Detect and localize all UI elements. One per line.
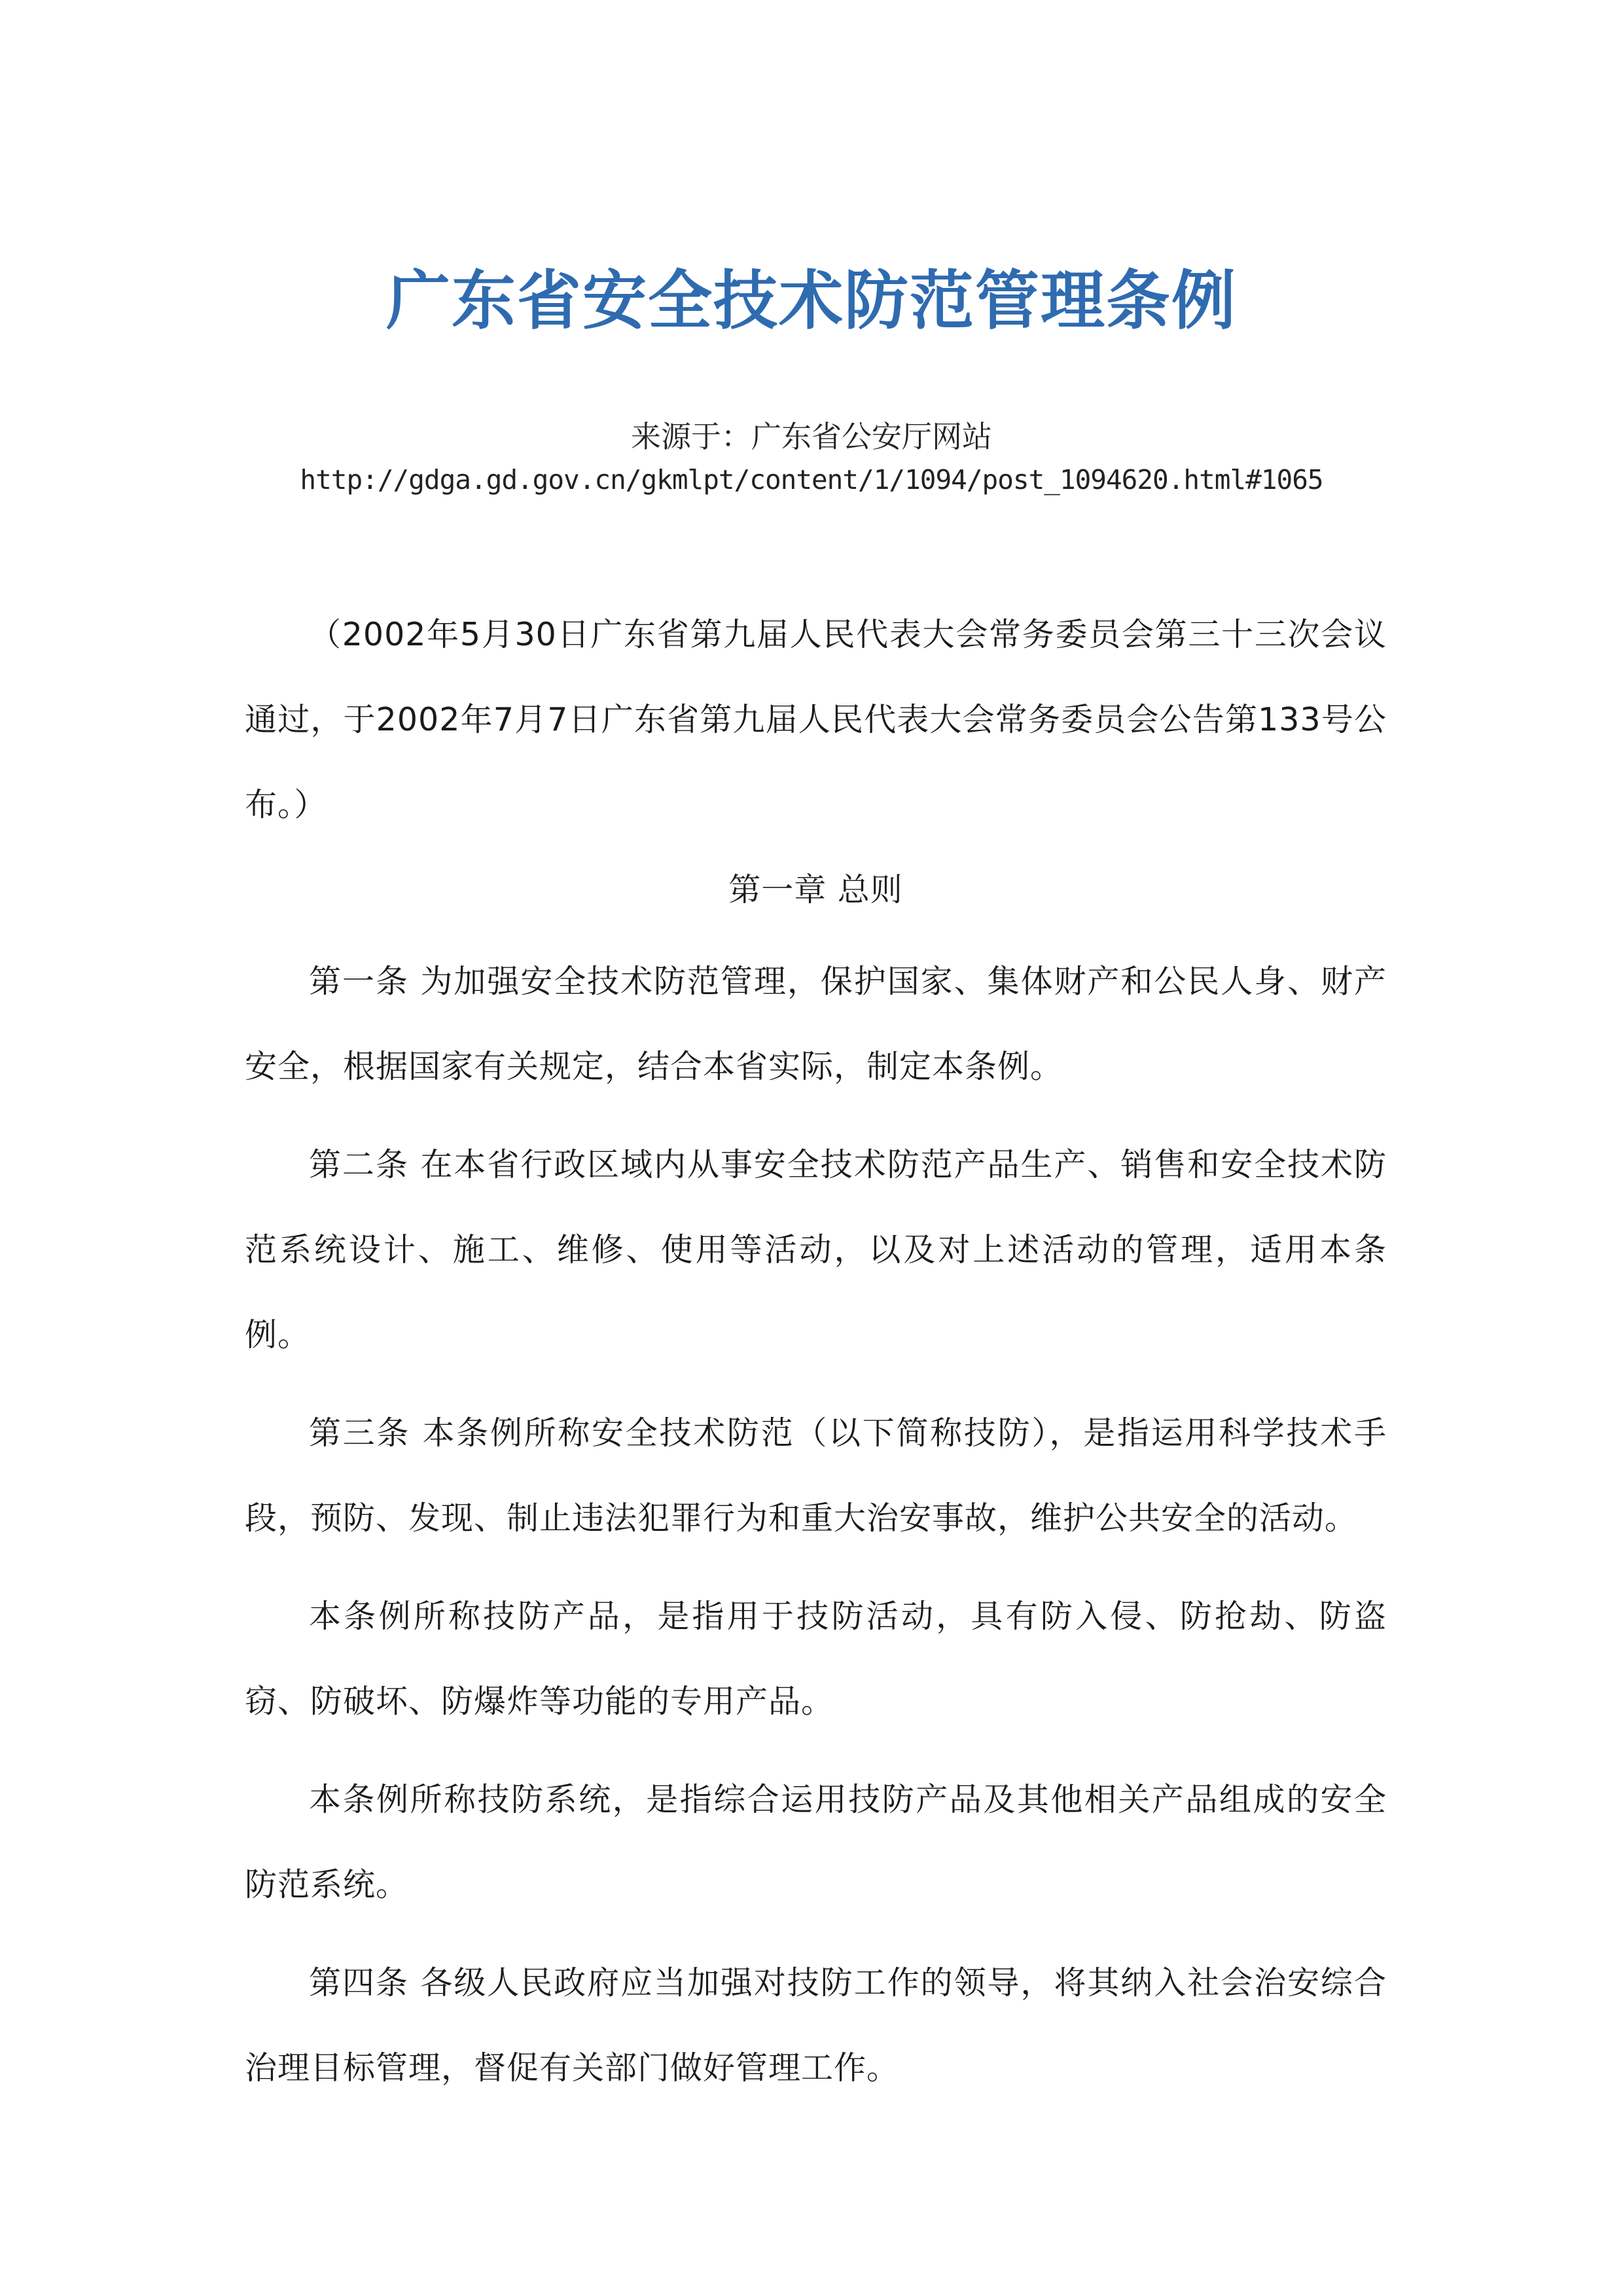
source-url: http://gdga.gd.gov.cn/gkmlpt/content/1/1094/post_1094620.html#1065 (300, 464, 1323, 495)
article-3-para-2: 本条例所称技防产品，是指用于技防活动，具有防入侵、防抢劫、防盗窃、防破坏、防爆炸等功能的专用产品。 (245, 1598, 1387, 1720)
article-4: 第四条 各级人民政府应当加强对技防工作的领导，将其纳入社会治安综合治理目标管理，督促有关部门做好管理工作。 (245, 1964, 1387, 2087)
article-3-para-3: 本条例所称技防系统，是指综合运用技防产品及其他相关产品组成的安全防范系统。 (245, 1781, 1387, 1903)
article-2: 第二条 在本省行政区域内从事安全技术防范产品生产、销售和安全技术防范系统设计、施工、维修、使用等活动，以及对上述活动的管理，适用本条例。 (245, 1146, 1387, 1354)
document-title: 广东省安全技术防范管理条例 (385, 264, 1237, 338)
source-block (0, 415, 1623, 501)
source-label: 来源于：广东省公安厅网站 (631, 419, 992, 454)
preamble: （2002年5月30日广东省第九届人民代表大会常务委员会第三十三次会议通过，于2002年7月7日广东省第九届人民代表大会常务委员会公告第133号公布。） (245, 616, 1387, 823)
chapter-heading: 第一章 总则 (728, 871, 903, 908)
article-1: 第一条 为加强安全技术防范管理，保护国家、集体财产和公民人身、财产安全，根据国家有关规定，结合本省实际，制定本条例。 (245, 963, 1387, 1085)
article-3: 第三条 本条例所称安全技术防范（以下简称技防），是指运用科学技术手段，预防、发现、制止违法犯罪行为和重大治安事故，维护公共安全的活动。 (245, 1414, 1387, 1537)
document-body (245, 592, 1387, 2111)
